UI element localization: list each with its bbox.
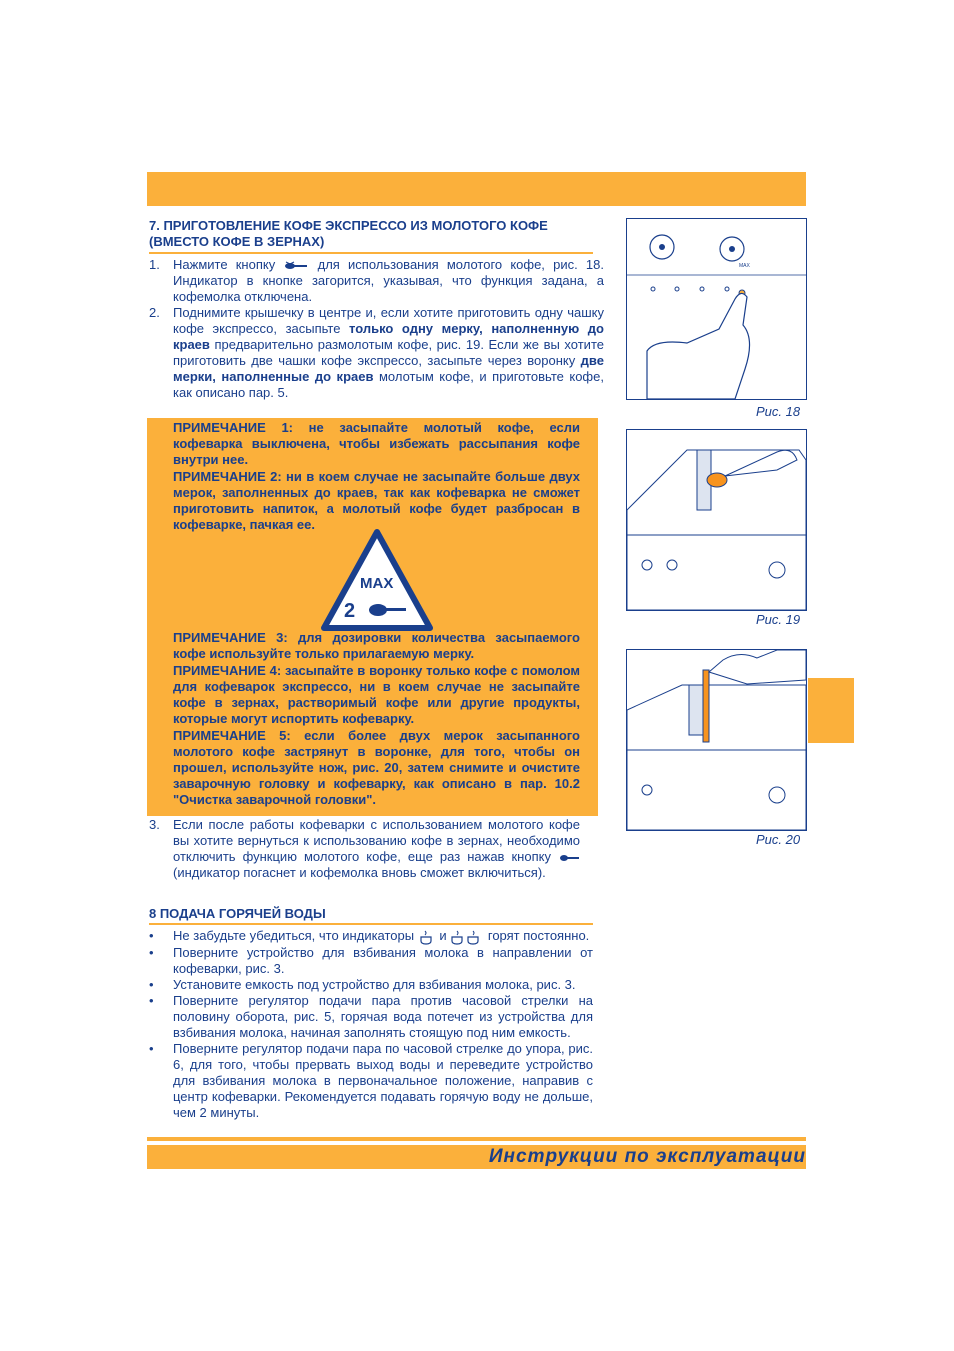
step-3: 3. Если после работы кофеварки с использованием молотого кофе вы хотите вернуться к использованию кофе в зернах, необходимо отключить функцию молотого кофе, еще раз нажав кнопку (индикатор погаснет и кофемолка вновь сможет включиться).: [149, 817, 580, 880]
note-4: ПРИМЕЧАНИЕ 4: засыпайте в воронку только кофе с помолом для кофеварок экспрессо, ни в коем случае не засыпайте кофе в зернах, растворимый кофе или другие продукты, которые могут испортить кофеварку.: [173, 663, 580, 726]
section8-title: 8 ПОДАЧА ГОРЯЧЕЙ ВОДЫ: [149, 906, 326, 921]
section8: [149, 906, 593, 1121]
control-panel-illustration: [627, 219, 806, 399]
panel-max-label: MAX: [739, 263, 750, 269]
list-item: • Установите емкость под устройство для взбивания молока, рис. 3.: [149, 976, 576, 992]
warning-max-label: MAX: [360, 575, 394, 592]
list-item: • Поверните устройство для взбивания молока в направлении от кофеварки, рис. 3.: [149, 944, 593, 976]
main-column: [149, 218, 605, 401]
header-band: [147, 172, 806, 206]
ground-coffee-scoop-icon: [283, 260, 309, 272]
figure-18: [626, 218, 807, 400]
note-2: ПРИМЕЧАНИЕ 2: ни в коем случае не засыпайте больше двух мерок, заполненных до краев, так как кофеварка не сможет приготовить напиток, а молотый кофе будет разбросан в кофеварке, пачкая ее.: [173, 469, 580, 532]
figure-20-caption: Рис. 20: [756, 832, 801, 847]
warning-number: 2: [344, 600, 356, 622]
funnel-scoop-illustration: [627, 430, 806, 610]
figure-19: [626, 429, 807, 611]
figure-20: [626, 649, 807, 831]
side-tab: [808, 678, 854, 743]
knife-funnel-illustration: [627, 650, 806, 830]
max-two-scoops-warning-icon: [320, 528, 434, 632]
step-1: 1. Нажмите кнопку для использования молотого кофе, рис. 18. Индикатор в кнопке загорится, указывая, что функция задана, а кофемолка отключена.: [149, 257, 604, 304]
notes-box: [147, 418, 598, 816]
note-3: ПРИМЕЧАНИЕ 3: для дозировки количества засыпаемого кофе используйте только прилагаемую мерку.: [173, 630, 580, 661]
footer-band: [147, 1145, 806, 1169]
note-1: ПРИМЕЧАНИЕ 1: не засыпайте молотый кофе, если кофеварка выключена, чтобы избежать рассыпания кофе внутри нее.: [173, 420, 580, 467]
section8-rule: [149, 923, 593, 925]
one-cup-indicator-icon: [418, 929, 436, 945]
ground-coffee-scoop-icon: [558, 853, 580, 863]
list-item: • Не забудьте убедиться, что индикаторы и горят постоянно.: [149, 928, 590, 943]
footer-title: Инструкции по эксплуатации: [488, 1146, 806, 1167]
list-item: • Поверните регулятор подачи пара по часовой стрелке до упора, рис. 6, для того, чтобы прервать выход воды и переведите устройство для взбивания молока в первоначальное положение, направив с центр кофеварки. Рекомендуется подавать горячую воду не дольше, чем 2 минуты.: [149, 1040, 593, 1120]
figure-18-caption: Рис. 18: [756, 404, 801, 419]
step-2: 2. Поднимите крышечку в центре и, если хотите приготовить одну чашку кофе экспрессо, засыпьте только одну мерку, наполненную до краев предварительно размолотым кофе, рис. 19. Если же вы хотите приготовить две чашки кофе экспрессо, засыпьте через воронку две мерки, наполненные до краев молотым кофе, и приготовьте кофе, как описано пар. 5.: [149, 305, 605, 400]
two-cups-indicator-icon: [450, 929, 484, 945]
list-item: • Поверните регулятор подачи пара против часовой стрелки на половину оборота, рис. 5, горячая вода потечет из устройства для взбивания молока, начиная заполнять стоящую под ним емкость.: [149, 992, 593, 1040]
note-5: ПРИМЕЧАНИЕ 5: если более двух мерок засыпанного молотого кофе застрянут в воронке, для того, чтобы он прошел, используйте нож, рис. 20, затем снимите и очистите заварочную головку и кофеварку, как описано в пар. 10.2 "Очистка заварочной головки".: [173, 728, 580, 807]
section7-rule: [149, 252, 593, 254]
section7-title: 7. ПРИГОТОВЛЕНИЕ КОФЕ ЭКСПРЕССО ИЗ МОЛОТОГО КОФЕ (ВМЕСТО КОФЕ В ЗЕРНАХ): [149, 218, 548, 249]
figure-19-caption: Рис. 19: [756, 612, 801, 627]
footer-rule: [147, 1137, 806, 1141]
